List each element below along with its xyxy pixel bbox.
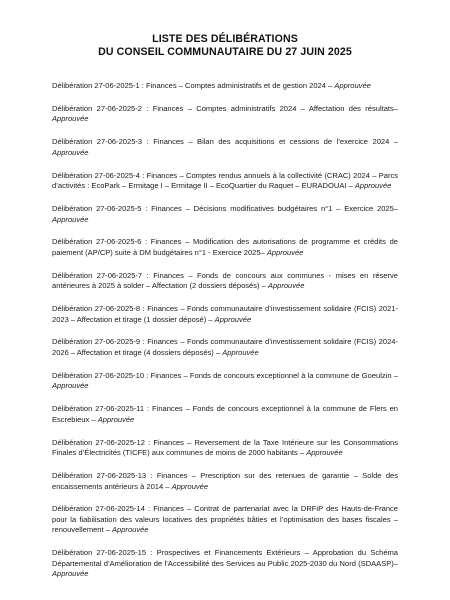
deliberation-text: Délibération 27-06-2025-5 : Finances – Décisions modificatives budgétaires n°1 – Exercice 2025– bbox=[52, 203, 398, 213]
title-line-2: DU CONSEIL COMMUNAUTAIRE DU 27 JUIN 2025 bbox=[98, 46, 352, 58]
deliberation-text: Délibération 27-06-2025-11 : Finances – Fonds de concours exceptionnel à la commune de Flers en Escrebieux – bbox=[52, 404, 398, 424]
deliberation-status: Approuvée bbox=[112, 525, 149, 535]
deliberation-text: Délibération 27-06-2025-4 : Finances – Comptes rendus annuels à la collectivité (CRAC) 2024 – Parcs d’activités : EcoPark – Ermitage I – Ermitage II – EcoQuartier du Raquet – EURADOUAI – bbox=[52, 170, 398, 191]
deliberation-item bbox=[52, 548, 398, 580]
title-line-1: LISTE DES DÉLIBÉRATIONS bbox=[152, 33, 298, 45]
deliberation-text: Délibération 27-06-2025-15 : Prospectives et Financements Extérieurs – Approbation du Schéma Départemental d’Amélioration de l’Accessibilité des Services au Public 2025-2030 du Nord (SDAASP)– bbox=[52, 548, 398, 568]
deliberation-status: Approuvée bbox=[171, 481, 209, 491]
deliberation-status: Approuvée bbox=[97, 414, 135, 424]
deliberation-status: Approuvée bbox=[52, 147, 89, 157]
deliberation-item bbox=[52, 171, 398, 192]
deliberation-item bbox=[52, 204, 398, 225]
deliberation-status: Approuvée bbox=[52, 569, 89, 579]
deliberation-text: Délibération 27-06-2025-10 : Finances – Fonds de concours exceptionnel à la commune de Goeulzin – bbox=[52, 370, 398, 380]
deliberation-item bbox=[52, 337, 398, 358]
deliberation-text: Délibération 27-06-2025-6 : Finances – Modification des autorisations de programme et crédits de paiement (AP/CP) suite à DM budgétaires n°1 - Exercice 2025– bbox=[52, 237, 398, 257]
deliberation-status: Approuvée bbox=[267, 281, 305, 291]
deliberation-text: Délibération 27-06-2025-9 : Finances – Fonds communautaire d’investissement solidaire (FCIS) 2024-2026 – Affectation et tirage (4 dossiers déposés) – bbox=[52, 337, 398, 357]
deliberation-text: Délibération 27-06-2025-3 : Finances – Bilan des acquisitions et cessions de l’exercice 2024 – bbox=[52, 137, 398, 147]
deliberation-status: Approuvée bbox=[266, 247, 304, 257]
deliberation-status: Approuvée bbox=[52, 214, 89, 224]
deliberation-item bbox=[52, 81, 398, 92]
deliberation-status: Approuvée bbox=[306, 448, 343, 458]
deliberation-status: Approuvée bbox=[222, 348, 259, 357]
deliberation-text: Délibération 27-06-2025-1 : Finances – Comptes administratifs et de gestion 2024 – bbox=[52, 81, 335, 90]
deliberation-item bbox=[52, 371, 398, 392]
deliberation-item bbox=[52, 504, 398, 536]
deliberation-item bbox=[52, 404, 398, 425]
deliberation-text: Délibération 27-06-2025-14 : Finances – Contrat de partenariat avec la DRFiP des Hauts-de-France pour la fiabilisation des valeurs locatives des propriétés bâties et l’optimisation des bases fiscales – renouvellement – bbox=[52, 504, 398, 535]
deliberation-status: Approuvée bbox=[354, 181, 392, 191]
deliberation-status: Approuvée bbox=[52, 114, 89, 124]
deliberation-item bbox=[52, 438, 398, 459]
deliberation-item bbox=[52, 237, 398, 258]
deliberation-list bbox=[52, 81, 398, 580]
deliberation-status: Approuvée bbox=[52, 381, 89, 391]
deliberation-text: Délibération 27-06-2025-7 : Finances – Fonds de concours aux communes - mises en réserve antérieures à 2025 à solder – Affectation (2 dossiers déposés) – bbox=[52, 270, 398, 291]
deliberation-item bbox=[52, 137, 398, 158]
deliberation-item bbox=[52, 471, 398, 492]
deliberation-text: Délibération 27-06-2025-8 : Finances – Fonds communautaire d’investissement solidaire (FCIS) 2021-2023 – Affectation et tirage (1 dossier déposé) – bbox=[52, 304, 398, 324]
deliberation-text: Délibération 27-06-2025-2 : Finances – Comptes administratifs 2024 – Affectation des résultats– bbox=[52, 103, 398, 113]
deliberation-item bbox=[52, 271, 398, 292]
deliberation-text: Délibération 27-06-2025-13 : Finances – Prescription sur des retenues de garantie – Solde des encaissements antérieurs à 2014 – bbox=[52, 470, 398, 491]
deliberation-item bbox=[52, 304, 398, 325]
document-title bbox=[52, 33, 398, 59]
document-page bbox=[52, 33, 398, 592]
deliberation-item bbox=[52, 104, 398, 125]
deliberation-status: Approuvée bbox=[334, 81, 371, 90]
deliberation-status: Approuvée bbox=[214, 314, 252, 324]
title-spacer bbox=[52, 59, 398, 81]
deliberation-text: Délibération 27-06-2025-12 : Finances – Reversement de la Taxe Intérieure sur les Consommations Finales d’Électricités (TICFE) aux communes de moins de 2000 habitants – bbox=[52, 437, 398, 458]
